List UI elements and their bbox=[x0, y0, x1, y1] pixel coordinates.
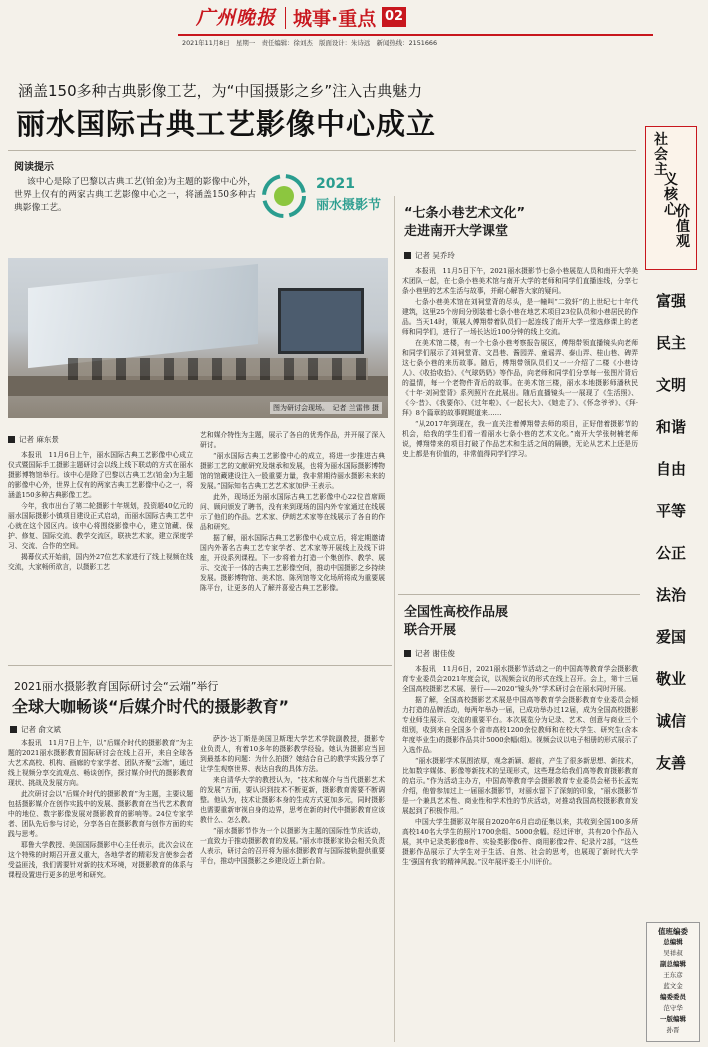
editor-box-line: 王东彦 bbox=[663, 971, 683, 979]
lead-kicker: 涵盖150多种古典影像工艺，为“中国摄影之乡”注入古典魅力 bbox=[18, 82, 423, 100]
art-headline-line2: 走进南开大学课堂 bbox=[404, 224, 509, 239]
seminar-paragraph: 此次研讨会以“后媒介时代的摄影教育”为主题，主要议题包括摄影媒介在创作实践中的发展、摄影教育在当代艺术教育中的地位、数字影像发展对摄影教育的影响等。24位专家学者、团队先后参与讨论，分享各自在摄影教育与创作方面的实践与思考。 bbox=[8, 790, 193, 838]
art-headline-line1: “七条小巷艺术文化” bbox=[404, 206, 526, 221]
editor-box-line: 一版编辑 bbox=[660, 1015, 686, 1023]
seminar-column-1 bbox=[8, 738, 193, 1038]
lead-paragraph: 艺和媒介特性为主题，展示了各自的优秀作品，并开展了深入研讨。 bbox=[200, 431, 385, 449]
logo-divider bbox=[285, 7, 286, 29]
festival-logo-icon bbox=[260, 172, 308, 220]
seminar-headline: 全球大咖畅谈“后媒介时代的摄影教育” bbox=[12, 697, 290, 716]
divider bbox=[398, 594, 640, 595]
reading-tip bbox=[14, 158, 256, 216]
editor-box bbox=[646, 922, 700, 1042]
column-divider bbox=[394, 196, 395, 1042]
college-headline-line2: 联合开展 bbox=[404, 623, 457, 638]
newspaper-logo: 广州晚报 bbox=[196, 7, 277, 29]
seminar-kicker: 2021丽水摄影教育国际研讨会“云端”举行 bbox=[14, 680, 219, 693]
core-values-char: 主 bbox=[654, 162, 668, 178]
core-value: 富强 bbox=[655, 292, 686, 310]
college-byline: 记者 谢佳俊 bbox=[404, 648, 455, 659]
core-value: 自由 bbox=[655, 460, 686, 478]
reading-tip-text: 该中心是除了巴黎以古典工艺(铂金)为主题的影像中心外，世界上仅有的两家古典工艺影像中心之一，将涵盖150多种古典影像工艺。 bbox=[14, 177, 256, 213]
seminar-column-2 bbox=[200, 734, 385, 1038]
editor-box-line: 孙晋 bbox=[666, 1026, 680, 1034]
divider bbox=[8, 665, 392, 666]
core-values-char: 观 bbox=[676, 234, 690, 250]
festival-logo-name: 丽水摄影节 bbox=[316, 198, 382, 213]
festival-logo bbox=[256, 168, 406, 228]
editor-box-line: 总编辑 bbox=[663, 938, 683, 946]
college-byline-wrap bbox=[404, 646, 455, 663]
core-value: 民主 bbox=[655, 334, 686, 352]
core-value: 友善 bbox=[655, 754, 686, 772]
conference-photo bbox=[8, 258, 388, 418]
art-body bbox=[402, 266, 638, 584]
college-paragraph: 中国大学生摄影双年展自2020年6月启动征集以来，共收到全国100多所高校140名大学生的照片1700余组、5000余幅。经过评审，共有20个作品入展，其中记录类影像8件、实验类影像6件、商用影像2件、纪录片2部，“这些摄影作品展示了大学生对于生活、自然、社会的思考，也展现了新时代大学生‘强国有我’的精神风貌。”汉年展评委王小川评价。 bbox=[402, 818, 638, 866]
core-values-char: 会 bbox=[654, 147, 668, 163]
divider bbox=[8, 150, 636, 151]
art-byline: 记者 吴乔玲 bbox=[404, 250, 455, 261]
art-byline-wrap bbox=[404, 248, 455, 265]
seminar-paragraph: 来自清华大学的教授认为，“技术和媒介与当代摄影艺术的发展”方面，要认识到技术不断更新，摄影教育需要不断调整。他认为，技术让摄影本身的生成方式更加多元，同时摄影也需要重新审视自身的边界，思考在新的时代中摄影教育应该教什么、怎么教。 bbox=[200, 776, 385, 824]
college-headline-line1: 全国性高校作品展 bbox=[404, 605, 509, 620]
art-headline bbox=[404, 205, 640, 241]
photo-screen bbox=[28, 264, 258, 368]
core-value: 文明 bbox=[655, 376, 686, 394]
seminar-paragraph: 本报讯 11月7日上午，以“后媒介时代的摄影教育”为主题的2021丽水摄影教育国际研讨会在线上召开，来自全球各大艺术高校、机构、画廊的专家学者、团队齐聚“云端”，通过线上视频分享交流观点、畅谈创作，探讨媒介时代的摄影教育现状、挑战及发展方向。 bbox=[8, 739, 193, 787]
lead-column-2 bbox=[200, 430, 385, 658]
core-value: 诚信 bbox=[655, 712, 686, 730]
art-paragraph: “从2017年到现在，我一直关注着傅翔带去师的项目，正好借着摄影节的机会，给我的学生们看一看丽水七条小巷的艺术文化。”南开大学张树楠老师说，傅翔带来的项目打破了作品艺术和生活之间的隔膜，无论从艺术上还是历史上都是有价值的，非常值得同学们学习。 bbox=[402, 420, 638, 458]
core-values-title-box bbox=[645, 126, 697, 270]
lead-headline: 丽水国际古典工艺影像中心成立 bbox=[16, 107, 437, 141]
seminar-paragraph: 萨沙·达丁斯是美国卫斯理大学艺术学院副教授，摄影专业负责人，有着10多年的摄影教学经验。她认为摄影应当回到最基本的问题：为什么拍摄？她结合自己的教学实践分享了让学生观察世界、表达自我的具体方法。 bbox=[200, 735, 385, 773]
editor-box-line: 范守华 bbox=[663, 1004, 683, 1012]
seminar-paragraph: 耶鲁大学教授、美国国际摄影中心主任表示，此次会议在这个特殊的时期召开意义重大，各地学者的精彩发言使参会者受益匪浅，我们需要针对新的技术环境，对摄影教育的体系与课程设置进行更多的思考和研究。 bbox=[8, 841, 193, 879]
college-paragraph: 据了解，全国高校摄影艺术展是中国高等教育学会摄影教育专业委员会倾力打造的品牌活动，每两年举办一届，已成功举办过12届，成为全国高校摄影专业师生展示、交流的重要平台。本次展览分为记录、艺术、创意与商业三个组别，收到来自全国多个省市高校1200余位教师和在校大学生、研究生(含本年度毕业生)的摄影作品共计5000余幅(组)。视频会议以电子相册的形式展示了入选作品。 bbox=[402, 696, 638, 754]
editor-box-line: 蓝文金 bbox=[663, 982, 683, 990]
dateline: 2021年11月8日 星期一 责任编辑：徐刘杰 版面设计：朱诗远 新闻热线：2151666 bbox=[182, 39, 438, 47]
art-paragraph: 七条小巷美术馆在刘祠堂背的尽头，是一幢叫“二致轩”的上世纪七十年代建筑，这里25个房间分别装着七条小巷在地艺术项目23位队员和小巷居民的作品。当天14时，策展人傅翔带着队员们一起连线了南开大学一堂选修课上的老师和同学们，进行了一场长达近100分钟的线上交流。 bbox=[402, 298, 638, 336]
core-values-sidebar bbox=[645, 126, 697, 816]
reading-tip-label: 阅读提示 bbox=[14, 162, 54, 173]
college-paragraph: “丽水摄影学术氛围浓厚，观念新颖、超前，产生了很多新思想、新技术，比如数字媒体、影像等新技术的呈现形式，这些理念给我们高等教育摄影教育的启示。”作为活动主办方，中国高等教育学会摄影教育专业委员会秘书长孟宪介绍，他曾参加过上一届丽水摄影节，对丽水留下了深刻的印象，“丽水摄影节是一个兼具艺术性、商业性和学术性的节庆活动，对推动我国高校摄影教育发展起到了积极作用。” bbox=[402, 757, 638, 815]
core-values-char: 义 bbox=[664, 172, 678, 188]
lead-paragraph: 本报讯 11月6日上午，丽水国际古典工艺影像中心成立仪式暨国际手工摄影主题研讨会以线上线下联动的方式在丽水摄影博物馆举行。该中心是除了巴黎以古典工艺(铂金)为主题的影像中心外，世界上仅有的两家古典工艺影像中心之一，将涵盖150多种古典影像工艺。 bbox=[8, 451, 193, 499]
core-values-title-col bbox=[674, 205, 692, 250]
core-values-list bbox=[645, 280, 697, 784]
lead-byline: 记者 麻东景 bbox=[8, 434, 384, 445]
seminar-byline-wrap bbox=[10, 722, 61, 739]
core-value: 公正 bbox=[655, 544, 686, 562]
photo-screen bbox=[278, 288, 364, 354]
lead-column-1 bbox=[8, 450, 193, 658]
core-value: 平等 bbox=[655, 502, 686, 520]
editor-box-title: 值班编委 bbox=[658, 927, 688, 936]
art-paragraph: 在美术馆二楼，有一个七条小巷考察报告展区，傅翔带领直播镜头向老师和同学们展示了刘祠堂背、文昌巷、酱园弄、童谣弄、泰山弄、桂山巷、碑弄这七条小巷的来历故事。随后，傅翔带领队员们又一一介绍了二楼《小巷诗人》、《收拾收拾》、《气球奶奶》等作品，向老师和同学们分享每一张图片背后的温情，每一个老物件背后的故事。在美术馆三楼，丽水本地摄影师潘秋民《十年·刘祠堂背》系列照片在此展出。随后直播镜头一一展现了《生活照》、《今·昔》、《我要你》、《过年啦》、《一起长大》、《她走了》、《怀念爷爷》、《拜·拜》8个篇章的故事娓娓道来…… bbox=[402, 339, 638, 417]
core-values-char: 核 bbox=[664, 187, 678, 203]
lead-paragraph: “丽水国际古典工艺影像中心的成立，将进一步推进古典摄影工艺的文献研究及继承和发展，也将为丽水国际摄影博物馆的馆藏建设注入一股重要力量，我非常期待丽水摄影未来的发展。”国际知名古典工艺艺术家加伊·王表示。 bbox=[200, 452, 385, 490]
seminar-byline: 记者 俞文斌 bbox=[10, 724, 61, 735]
core-values-char: 社 bbox=[654, 132, 668, 148]
college-paragraph: 本报讯 11月6日，2021丽水摄影节活动之一的中国高等教育学会摄影教育专业委员会2021年度会议，以视频会议的形式在线上召开。会上，第十三届全国高校摄影艺术展、景行——2020“镜头外”学术研讨会在丽水同时开展。 bbox=[402, 665, 638, 693]
core-value: 法治 bbox=[655, 586, 686, 604]
masthead bbox=[0, 0, 708, 50]
core-value: 爱国 bbox=[655, 628, 686, 646]
college-headline bbox=[404, 604, 640, 640]
core-values-char: 值 bbox=[676, 219, 690, 235]
photo-audience bbox=[68, 358, 368, 380]
lead-paragraph: 揭幕仪式开始前，国内外27位艺术家进行了线上视频在线交流，大家畅所欲言，以摄影工艺 bbox=[8, 553, 193, 571]
lead-paragraph: 此外，现场还为丽水国际古典工艺影像中心22位首席顾问、顾问颁发了聘书，没有来到现场的国内外专家通过在线展示了他们的作品。艺术家、伊朗艺术家等在线展示了各自的作品和研究。 bbox=[200, 493, 385, 531]
core-value: 敬业 bbox=[655, 670, 686, 688]
college-body bbox=[402, 664, 638, 1040]
lead-paragraph: 据了解，丽水国际古典工艺影像中心成立后，将定期邀请国内外著名古典工艺专家学者、艺术家等开展线上及线下讲座，开设系列课程。下一步将着力打造一个集创作、教学、展示、交流于一体的古典工艺影像空间，推动中国摄影之乡持续发展。摄影博物馆、美术馆、陈列馆等文化场所将成为重要展陈平台，让更多的人了解并喜爱古典工艺影像。 bbox=[200, 534, 385, 592]
masthead-rule bbox=[178, 34, 653, 36]
lead-paragraph: 今年，我市出台了第二轮摄影十年规划，投资超40亿元的丽水国际摄影小镇项目建设正式启动，而丽水国际古典工艺中心就在这个园区内。该中心将围绕影像中心，建立馆藏、保护、修复、国际交流、教学交流区，联袂艺术家，建立深度学习、交流、合作的空间。 bbox=[8, 502, 193, 550]
art-paragraph: 本报讯 11月5日下午，2021丽水摄影节七条小巷展览人员和南开大学美术团队一起，在七条小巷美术馆与南开大学的老师和同学们直播连线，分享七条小巷里的艺术生活与故事，并耐心解答大家的疑问。 bbox=[402, 267, 638, 295]
photo-caption: 图为研讨会现场。 记者 兰雷伟 摄 bbox=[270, 402, 382, 414]
core-values-char: 价 bbox=[676, 204, 690, 220]
section-title: 城事·重点 bbox=[293, 8, 377, 30]
core-values-char: 心 bbox=[664, 202, 678, 218]
editor-box-line: 副总编辑 bbox=[660, 960, 686, 968]
core-value: 和谐 bbox=[655, 418, 686, 436]
page-number: 02 bbox=[382, 7, 406, 27]
seminar-paragraph: “丽水摄影节作为一个以摄影为主题的国际性节庆活动，一直致力于推动摄影教育的发展。”丽水市摄影家协会相关负责人表示，研讨会的召开将为丽水摄影教育与国际接轨提供重要平台，推动中国摄影之乡建设迈上新台阶。 bbox=[200, 827, 385, 865]
festival-logo-year: 2021 bbox=[316, 176, 355, 192]
editor-box-line: 编委委员 bbox=[660, 993, 686, 1001]
editor-box-line: 吴祥叔 bbox=[663, 949, 683, 957]
